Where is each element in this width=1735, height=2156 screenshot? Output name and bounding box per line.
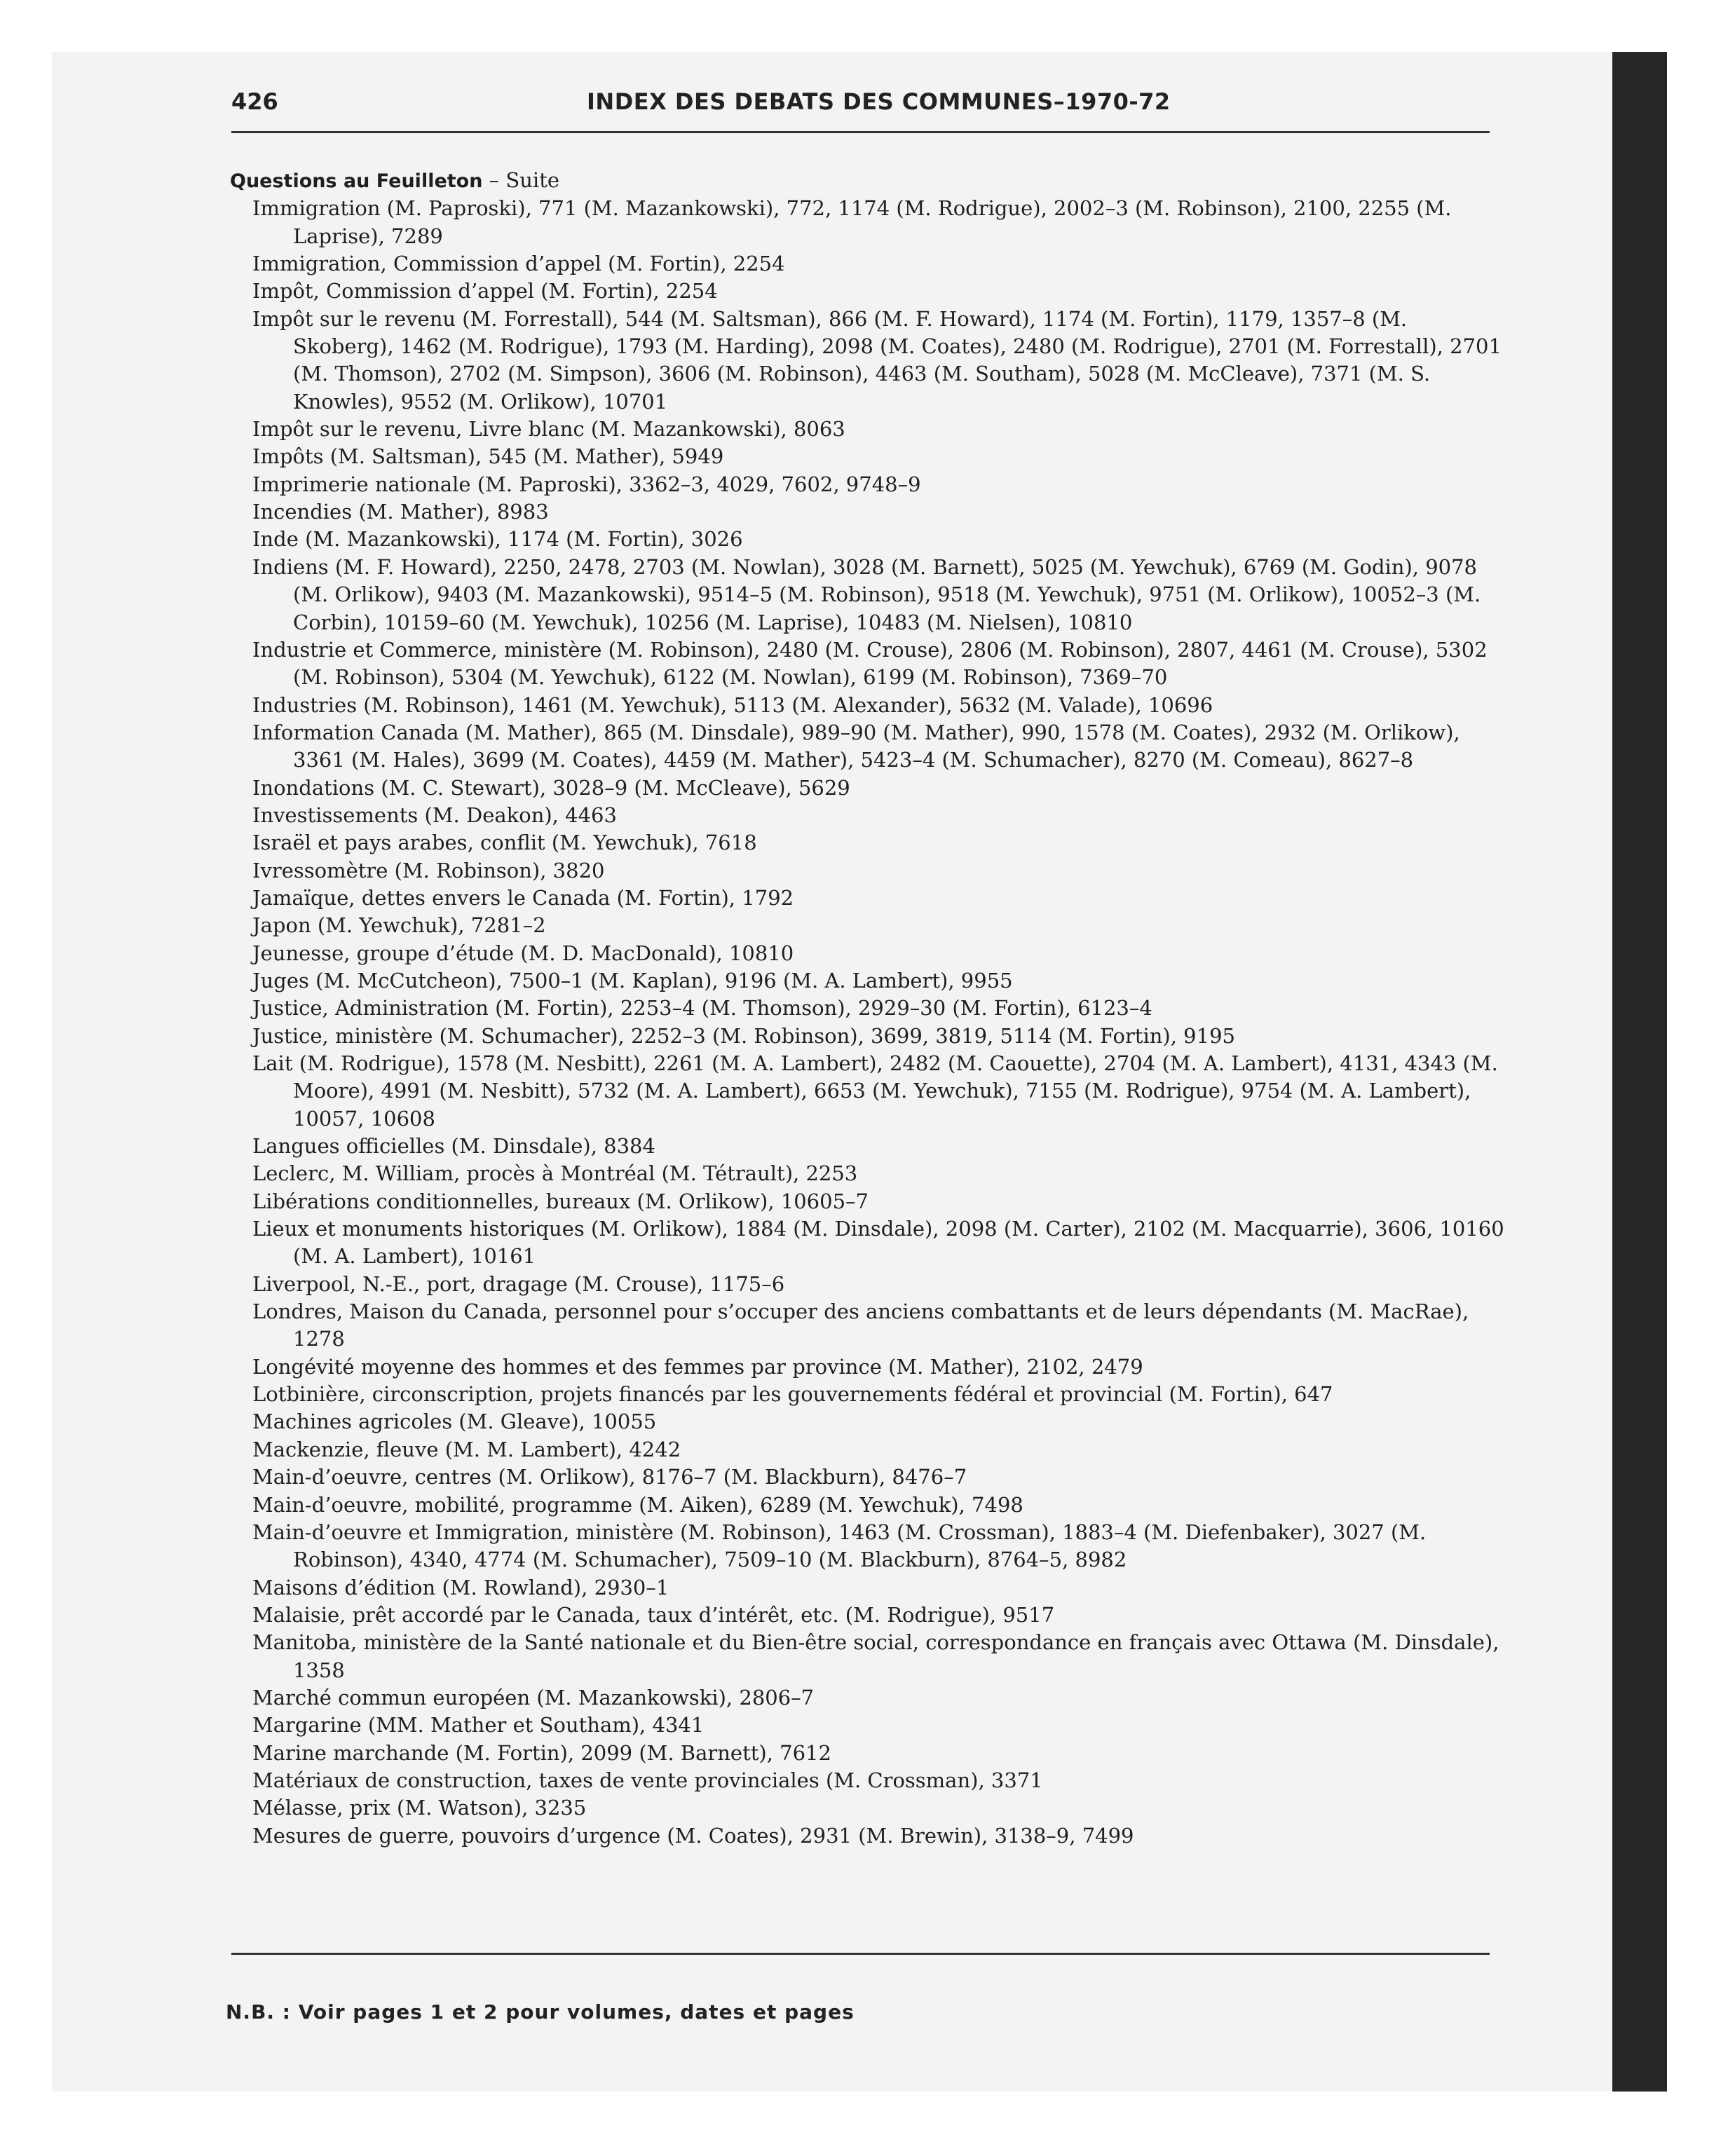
- index-entry: Juges (M. McCutcheon), 7500–1 (M. Kaplan), 9196 (M. A. Lambert), 9955: [252, 968, 1013, 992]
- header-rule: [231, 131, 1490, 133]
- index-entry: Justice, Administration (M. Fortin), 2253–4 (M. Thomson), 2929–30 (M. Fortin), 6123–4: [252, 996, 1152, 1021]
- index-entry: Israël et pays arabes, conflit (M. Yewchuk), 7618: [252, 831, 757, 855]
- index-entry: Lieux et monuments historiques (M. Orlikow), 1884 (M. Dinsdale), 2098 (M. Carter), 2102 (M. Macquarrie), 3606, 10160 (M. A. Lambert), 10161: [252, 1217, 1504, 1269]
- index-entry: Industries (M. Robinson), 1461 (M. Yewchuk), 5113 (M. Alexander), 5632 (M. Valade), 10696: [252, 692, 1213, 717]
- index-entry: Malaisie, prêt accordé par le Canada, taux d’intérêt, etc. (M. Rodrigue), 9517: [252, 1602, 1055, 1627]
- index-entry: Investissements (M. Deakon), 4463: [252, 803, 617, 827]
- index-entry: Marché commun européen (M. Mazankowski), 2806–7: [252, 1685, 815, 1710]
- index-entry: Lotbinière, circonscription, projets financés par les gouvernements fédéral et provincial (M. Fortin), 647: [252, 1382, 1333, 1407]
- index-entry: Mesures de guerre, pouvoirs d’urgence (M. Coates), 2931 (M. Brewin), 3138–9, 7499: [252, 1823, 1134, 1848]
- index-entry: Ivressomètre (M. Robinson), 3820: [252, 858, 605, 882]
- index-entry: Imprimerie nationale (M. Paproski), 3362–3, 4029, 7602, 9748–9: [252, 472, 921, 496]
- index-entry: Libérations conditionnelles, bureaux (M. Orlikow), 10605–7: [252, 1189, 869, 1213]
- index-entry-list: [230, 195, 1513, 1850]
- index-entry: Matériaux de construction, taxes de vente provinciales (M. Crossman), 3371: [252, 1768, 1043, 1792]
- index-entry: Liverpool, N.-E., port, dragage (M. Crouse), 1175–6: [252, 1271, 785, 1296]
- section-title: Questions au Feuilleton: [230, 170, 483, 192]
- index-entry: Marine marchande (M. Fortin), 2099 (M. Barnett), 7612: [252, 1740, 831, 1765]
- index-entry: Langues officielles (M. Dinsdale), 8384: [252, 1134, 655, 1159]
- index-entry: Jeunesse, groupe d’étude (M. D. MacDonald), 10810: [252, 941, 794, 965]
- index-entry: Margarine (MM. Mather et Southam), 4341: [252, 1713, 705, 1738]
- index-entry: Immigration, Commission d’appel (M. Fortin), 2254: [252, 252, 785, 276]
- index-entry: Inde (M. Mazankowski), 1174 (M. Fortin), 3026: [252, 527, 743, 552]
- index-entry: Impôt, Commission d’appel (M. Fortin), 2254: [252, 279, 718, 303]
- index-entry: Mélasse, prix (M. Watson), 3235: [252, 1796, 587, 1820]
- index-entry: Main-d’oeuvre, centres (M. Orlikow), 8176–7 (M. Blackburn), 8476–7: [252, 1465, 967, 1489]
- index-entry: Maisons d’édition (M. Rowland), 2930–1: [252, 1575, 669, 1599]
- index-entry: Information Canada (M. Mather), 865 (M. Dinsdale), 989–90 (M. Mather), 990, 1578 (M. Coates), 2932 (M. Orlikow), 3361 (M. Hales), 3699 (M. Coates), 4459 (M. Mather), 5423–4 (M. Schumacher), 8270 (M. Comeau), 8627–8: [252, 720, 1460, 772]
- index-entry: Immigration (M. Paproski), 771 (M. Mazankowski), 772, 1174 (M. Rodrigue), 2002–3 (M. Robinson), 2100, 2255 (M. Laprise), 7289: [252, 196, 1452, 248]
- index-entry: Mackenzie, fleuve (M. M. Lambert), 4242: [252, 1437, 681, 1461]
- index-entry: Inondations (M. C. Stewart), 3028–9 (M. McCleave), 5629: [252, 775, 850, 800]
- index-entry: Industrie et Commerce, ministère (M. Robinson), 2480 (M. Crouse), 2806 (M. Robinson), 2807, 4461 (M. Crouse), 5302 (M. Robinson), 5304 (M. Yewchuk), 6122 (M. Nowlan), 6199 (M. Robinson), 7369–70: [252, 637, 1488, 690]
- index-entry: Leclerc, M. William, procès à Montréal (M. Tétrault), 2253: [252, 1161, 858, 1186]
- index-entry: Incendies (M. Mather), 8983: [252, 500, 549, 524]
- index-entry: Impôts (M. Saltsman), 545 (M. Mather), 5949: [252, 444, 724, 469]
- footer-rule: [231, 1953, 1490, 1955]
- index-entry: Japon (M. Yewchuk), 7281–2: [252, 913, 546, 938]
- index-entry: Manitoba, ministère de la Santé nationale et du Bien-être social, correspondance en français avec Ottawa (M. Dinsdale), 1358: [252, 1630, 1499, 1682]
- page-header: [231, 83, 1493, 125]
- index-entry: Impôt sur le revenu (M. Forrestall), 544 (M. Saltsman), 866 (M. F. Howard), 1174 (M. Fortin), 1179, 1357–8 (M. Skoberg), 1462 (M. Rodrigue), 1793 (M. Harding), 2098 (M. Coates), 2480 (M. Rodrigue), 2701 (M. Forrestall), 2701 (M. Thomson), 2702 (M. Simpson), 3606 (M. Robinson), 4463 (M. Southam), 5028 (M. McCleave), 7371 (M. S. Knowles), 9552 (M. Orlikow), 10701: [252, 306, 1502, 414]
- index-entry: Machines agricoles (M. Gleave), 10055: [252, 1410, 657, 1434]
- index-body: [230, 167, 1513, 1850]
- footer-note: N.B. : Voir pages 1 et 2 pour volumes, dates et pages: [226, 2000, 855, 2024]
- running-title: INDEX DES DEBATS DES COMMUNES–1970-72: [587, 88, 1171, 115]
- index-entry: Main-d’oeuvre et Immigration, ministère (M. Robinson), 1463 (M. Crossman), 1883–4 (M. Diefenbaker), 3027 (M. Robinson), 4340, 4774 (M. Schumacher), 7509–10 (M. Blackburn), 8764–5, 8982: [252, 1520, 1427, 1572]
- index-entry: Main-d’oeuvre, mobilité, programme (M. Aiken), 6289 (M. Yewchuk), 7498: [252, 1492, 1023, 1517]
- index-entry: Londres, Maison du Canada, personnel pour s’occuper des anciens combattants et de leurs dépendants (M. MacRae), 1278: [252, 1299, 1469, 1351]
- page-number: 426: [231, 88, 278, 115]
- index-entry: Longévité moyenne des hommes et des femmes par province (M. Mather), 2102, 2479: [252, 1354, 1143, 1379]
- section-continuation: – Suite: [482, 168, 560, 192]
- scan-edge-shadow: [1612, 52, 1667, 2092]
- index-entry: Indiens (M. F. Howard), 2250, 2478, 2703 (M. Nowlan), 3028 (M. Barnett), 5025 (M. Yewchuk), 6769 (M. Godin), 9078 (M. Orlikow), 9403 (M. Mazankowski), 9514–5 (M. Robinson), 9518 (M. Yewchuk), 9751 (M. Orlikow), 10052–3 (M. Corbin), 10159–60 (M. Yewchuk), 10256 (M. Laprise), 10483 (M. Nielsen), 10810: [252, 554, 1481, 634]
- index-entry: Lait (M. Rodrigue), 1578 (M. Nesbitt), 2261 (M. A. Lambert), 2482 (M. Caouette), 2704 (M. A. Lambert), 4131, 4343 (M. Moore), 4991 (M. Nesbitt), 5732 (M. A. Lambert), 6653 (M. Yewchuk), 7155 (M. Rodrigue), 9754 (M. A. Lambert), 10057, 10608: [252, 1051, 1498, 1131]
- index-entry: Jamaïque, dettes envers le Canada (M. Fortin), 1792: [252, 885, 794, 910]
- index-entry: Impôt sur le revenu, Livre blanc (M. Mazankowski), 8063: [252, 417, 845, 442]
- index-entry: Justice, ministère (M. Schumacher), 2252–3 (M. Robinson), 3699, 3819, 5114 (M. Fortin), 9195: [252, 1023, 1235, 1048]
- section-heading: [230, 167, 1513, 195]
